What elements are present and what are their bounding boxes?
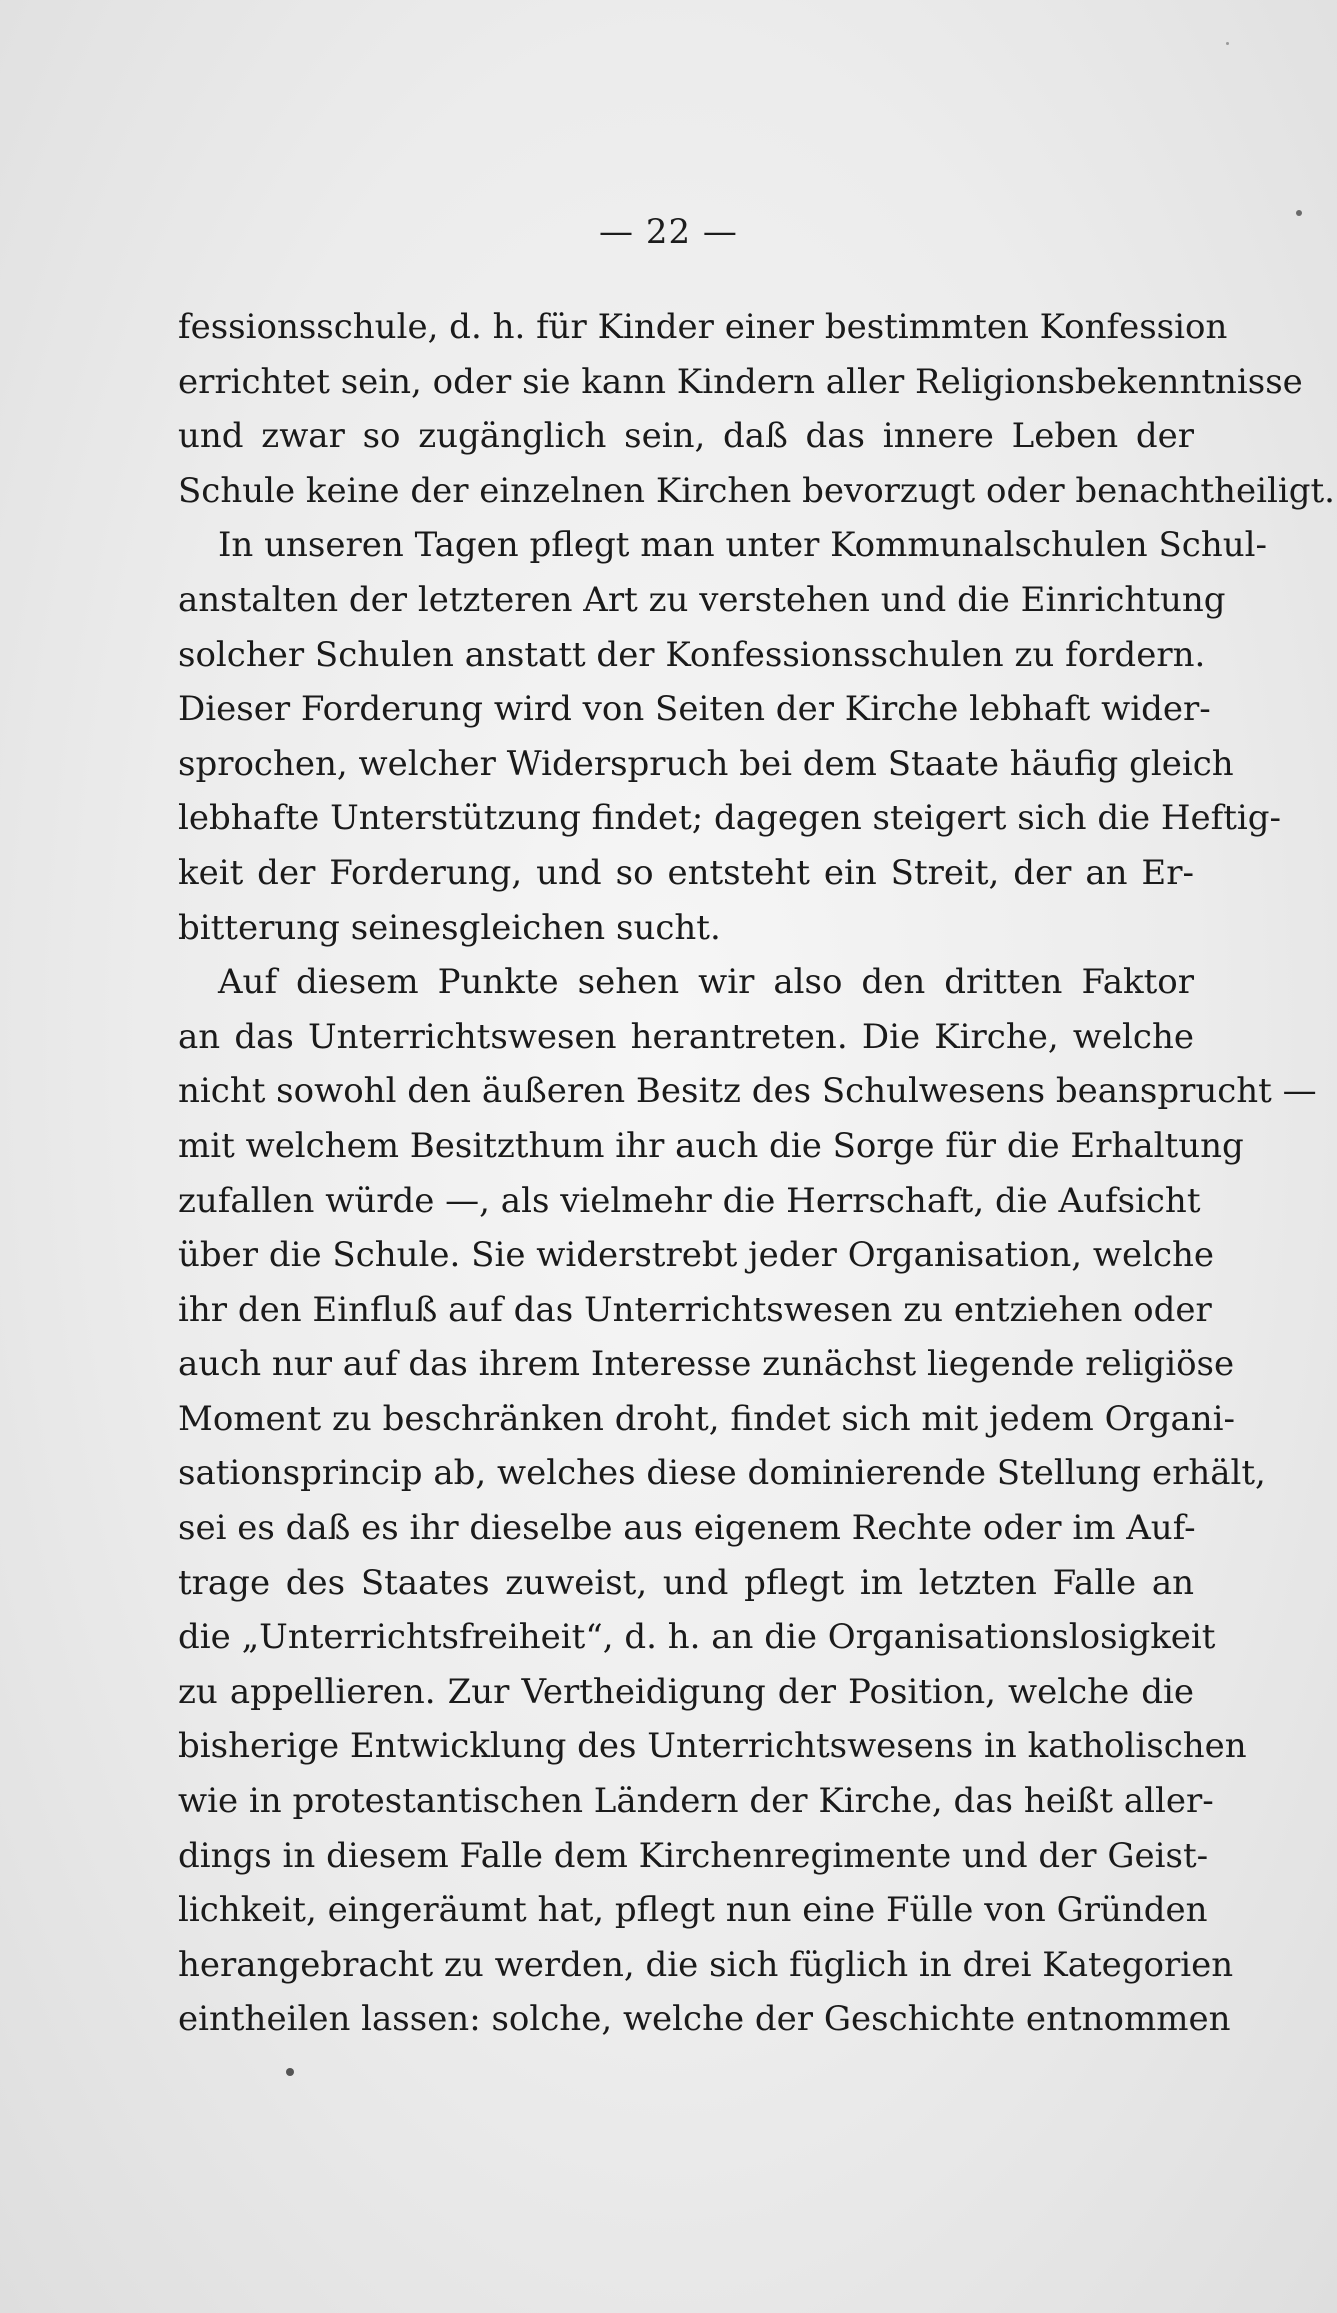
text-line: ihr den Einfluß auf das Unterrichtswesen zu entziehen oder <box>178 1289 1212 1330</box>
text-line: bitterung seinesgleichen sucht. <box>178 907 721 948</box>
text-line: fessionsschule, d. h. für Kinder einer bestimmten Konfession <box>178 307 1228 347</box>
text-line: Auf diesem Punkte sehen wir also den dritten Faktor <box>218 962 1194 1003</box>
text-line: auch nur auf das ihrem Interesse zunächst liegende religiöse <box>178 1344 1235 1385</box>
text-line: anstalten der letzteren Art zu verstehen und die Einrichtung <box>178 579 1226 620</box>
text-line: lichkeit, eingeräumt hat, pflegt nun eine Fülle von Gründen <box>178 1890 1208 1931</box>
text-line: die „Unterrichtsfreiheit“, d. h. an die Organisationslosigkeit <box>178 1617 1216 1658</box>
text-line: wie in protestantischen Ländern der Kirche, das heißt aller- <box>178 1781 1214 1822</box>
scan-speck <box>286 2068 294 2076</box>
text-line: über die Schule. Sie widerstrebt jeder Organisation, welche <box>178 1235 1215 1276</box>
text-line: zu appellieren. Zur Vertheidigung der Position, welche die <box>178 1671 1194 1712</box>
text-line: Dieser Forderung wird von Seiten der Kirche lebhaft wider- <box>178 689 1211 730</box>
text-line: eintheilen lassen: solche, welche der Geschichte entnommen <box>178 1999 1231 2040</box>
text-line: solcher Schulen anstatt der Konfessionsschulen zu fordern. <box>178 634 1206 675</box>
text-line: lebhafte Unterstützung findet; dagegen steigert sich die Heftig- <box>178 798 1282 839</box>
text-line: keit der Forderung, und so entsteht ein Streit, der an Er- <box>178 852 1194 893</box>
text-line: bisherige Entwicklung des Unterrichtswesens in katholischen <box>178 1726 1247 1767</box>
text-line: errichtet sein, oder sie kann Kindern aller Religionsbekenntnisse <box>178 361 1303 402</box>
text-line: mit welchem Besitzthum ihr auch die Sorge für die Erhaltung <box>178 1125 1244 1166</box>
text-line: und zwar so zugänglich sein, daß das innere Leben der <box>178 416 1194 457</box>
text-line: In unseren Tagen pflegt man unter Kommunalschulen Schul- <box>218 525 1267 566</box>
text-line: nicht sowohl den äußeren Besitz des Schulwesens beansprucht — <box>178 1071 1317 1112</box>
page-number: — 22 — <box>599 212 738 252</box>
text-line: sei es daß es ihr dieselbe aus eigenem Rechte oder im Auf- <box>178 1508 1196 1549</box>
text-line: Moment zu beschränken droht, findet sich mit jedem Organi- <box>178 1398 1236 1439</box>
text-line: dings in diesem Falle dem Kirchenregimente und der Geist- <box>178 1835 1209 1876</box>
text-line: Schule keine der einzelnen Kirchen bevorzugt oder benachtheiligt. <box>178 470 1335 511</box>
text-line: zufallen würde —, als vielmehr die Herrschaft, die Aufsicht <box>178 1180 1201 1221</box>
body-text <box>178 300 1335 2047</box>
paragraph-2 <box>178 955 1317 2047</box>
paragraph-1 <box>178 300 1335 955</box>
text-line: an das Unterrichtswesen herantreten. Die Kirche, welche <box>178 1016 1194 1057</box>
text-line: sationsprincip ab, welches diese dominierende Stellung erhält, <box>178 1453 1266 1494</box>
scan-speck <box>1226 42 1229 45</box>
text-line: trage des Staates zuweist, und pflegt im letzten Falle an <box>178 1562 1194 1603</box>
text-line: sprochen, welcher Widerspruch bei dem Staate häufig gleich <box>178 743 1234 784</box>
text-line: herangebracht zu werden, die sich füglich in drei Kategorien <box>178 1944 1234 1985</box>
scan-speck <box>1296 210 1302 216</box>
